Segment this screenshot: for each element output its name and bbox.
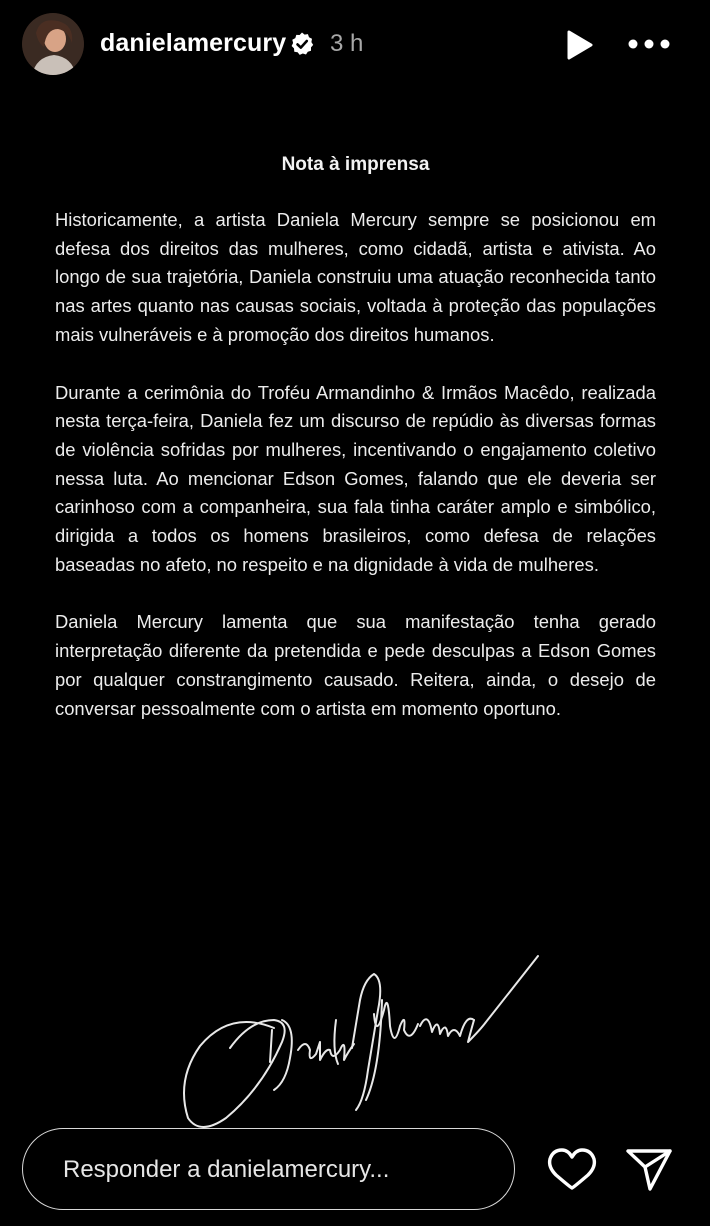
play-icon[interactable] [562, 28, 596, 62]
reply-placeholder: Responder a danielamercury... [63, 1156, 390, 1183]
signature [170, 950, 550, 1130]
reply-input[interactable] [22, 1128, 515, 1210]
avatar[interactable] [22, 13, 84, 75]
heart-icon[interactable] [546, 1145, 598, 1193]
timestamp: 3 h [330, 30, 364, 57]
story-header [0, 0, 710, 92]
username[interactable]: danielamercury [100, 29, 287, 57]
verified-badge-icon [289, 31, 315, 57]
note-paragraph: Daniela Mercury lamenta que sua manifestação tenha gerado interpretação diferente da pretendida e pede desculpas a Edson Gomes por qualquer constrangimento causado. Reitera, ainda, o desejo de conversar pessoalmente com o artista em momento oportuno. [55, 611, 656, 719]
note-title: Nota à imprensa [281, 154, 430, 175]
send-icon[interactable] [624, 1145, 674, 1193]
note-paragraph: Durante a cerimônia do Troféu Armandinho & Irmãos Macêdo, realizada nesta terça-feira, Daniela fez um discurso de repúdio às diversas formas de violência sofridas por mulheres, incentivando o engajamento coletivo nessa luta. Ao mencionar Edson Gomes, falando que ele deveria ser carinhoso com a companheira, sua fala tinha caráter amplo e simbólico, dirigida a todos os homens brasileiros, como defesa de relações baseadas no afeto, no respeito e na dignidade à vida de mulheres. [55, 381, 656, 575]
press-note [55, 150, 656, 752]
note-paragraph: Historicamente, a artista Daniela Mercury sempre se posicionou em defesa dos direitos das mulheres, como cidadã, artista e ativista. Ao longo de sua trajetória, Daniela construiu uma atuação reconhecida tanto nas artes quanto nas causas sociais, voltada à proteção das populações mais vulneráveis e à promoção dos direitos humanos. [55, 209, 656, 345]
more-options-icon[interactable] [626, 28, 672, 60]
